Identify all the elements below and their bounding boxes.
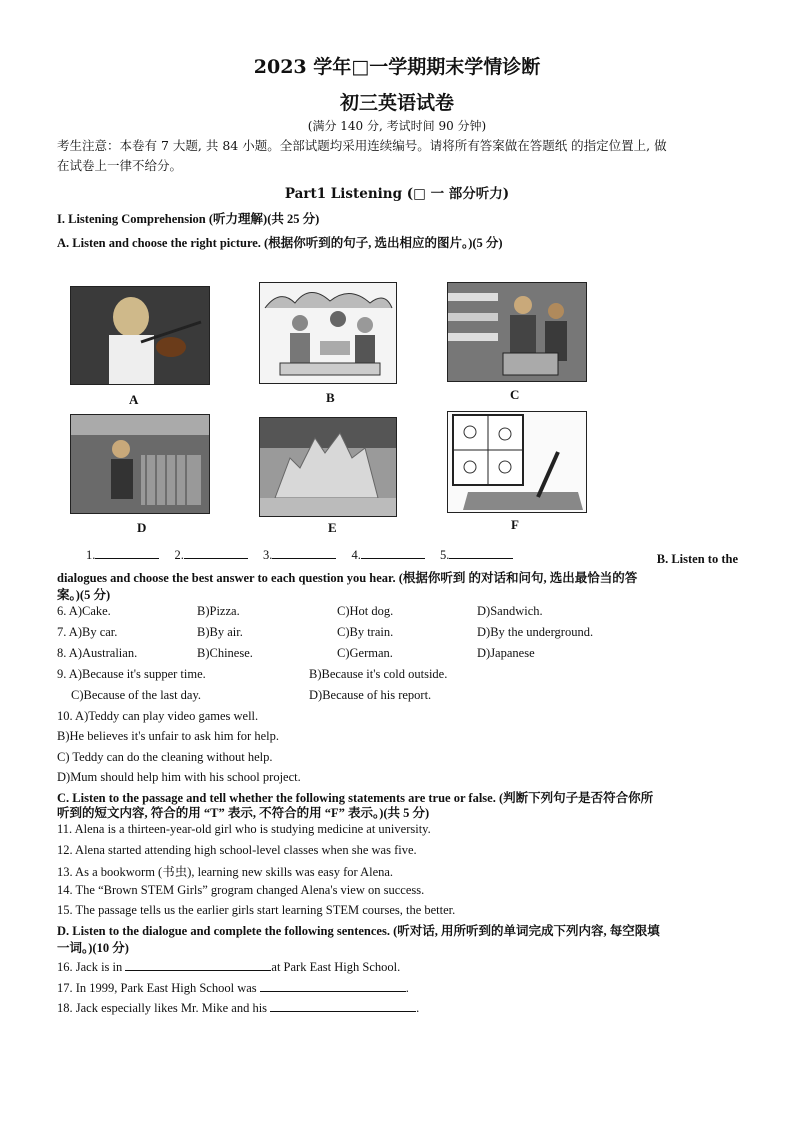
q8-option-c: C)German. (337, 646, 393, 660)
picture-label-a: A (129, 392, 139, 407)
blank-3-label: 3. (263, 548, 273, 562)
q9-option-c: C)Because of the last day. (71, 688, 202, 702)
notice-line-1: 考生注意：本卷有 7 大题, 共 84 小题。全部试题均采用连续编号。请将所有答案做在答题纸 的指定位置上, 做 (57, 138, 667, 153)
sectionB-heading-start: B. Listen to the (656, 552, 738, 566)
sentence-16-end: at Park East High School. (271, 960, 401, 974)
sentence-18 (57, 999, 419, 1016)
sand-castle-image (259, 417, 397, 517)
answer-blanks (86, 546, 513, 563)
answer-blank-17[interactable] (260, 979, 406, 992)
sectionD-heading-line1: D. Listen to the dialogue and complete the following sentences. (听对话, 用所听到的单词完成下列内容, 每空限填 (57, 924, 660, 938)
violin-girl-image (70, 286, 210, 385)
section1-heading: I. Listening Comprehension (听力理解)(共 25 分) (57, 212, 320, 226)
clothes-shopping-image (70, 414, 210, 514)
q7-option-b: B)By air. (197, 625, 243, 639)
blank-2[interactable] (184, 546, 248, 559)
answer-blank-18[interactable] (270, 999, 416, 1012)
picture-label-f: F (511, 517, 519, 532)
picture-label-b: B (326, 390, 335, 405)
sectionC-heading-line2: 听到的短文内容, 符合的用 “T” 表示, 不符合的用 “F” 表示。)(共 5 分) (57, 806, 430, 820)
q6-option-c: C)Hot dog. (337, 604, 394, 618)
sentence-18-start: 18. Jack especially likes Mr. Mike and his (57, 1001, 268, 1015)
score-time: (满分 140 分, 考试时间 90 分钟) (307, 119, 487, 133)
q10-option-c: C) Teddy can do the cleaning without help. (57, 750, 273, 764)
exam-subtitle: 初三英语试卷 (339, 92, 454, 114)
statement-15: 15. The passage tells us the earlier girls start learning STEM courses, the better. (57, 903, 456, 917)
statement-14: 14. The “Brown STEM Girls” grogram changed Alena's view on success. (57, 883, 425, 897)
sentence-18-end: . (416, 1001, 420, 1015)
q9-option-b: B)Because it's cold outside. (309, 667, 448, 681)
q9-option-d: D)Because of his report. (309, 688, 432, 702)
picture-label-e: E (328, 520, 337, 535)
q8-option-d: D)Japanese (477, 646, 535, 660)
picnic-people-image (259, 282, 397, 384)
sentence-16-start: 16. Jack is in (57, 960, 123, 974)
sectionD-heading-line2: 一词。)(10 分) (57, 941, 129, 955)
blank-2-label: 2. (174, 548, 184, 562)
q7-option-c: C)By train. (337, 625, 394, 639)
sentence-17-end: . (405, 981, 409, 995)
q9-option-a: 9. A)Because it's supper time. (57, 667, 206, 681)
q10-option-a: 10. A)Teddy can play video games well. (57, 709, 259, 723)
q7-option-d: D)By the underground. (477, 625, 594, 639)
blank-4-label: 4. (351, 548, 361, 562)
q8-option-a: 8. A)Australian. (57, 646, 138, 660)
blank-1-label: 1. (86, 548, 96, 562)
picture-label-d: D (137, 520, 147, 535)
blank-4[interactable] (361, 546, 425, 559)
q6-option-a: 6. A)Cake. (57, 604, 111, 618)
sectionB-heading-line2: dialogues and choose the best answer to each question you hear. (根据你听到 的对话和问句, 选出最恰当的答 (57, 571, 638, 585)
drawing-tablet-image (447, 411, 587, 513)
sentence-17-start: 17. In 1999, Park East High School was (57, 981, 257, 995)
statement-13: 13. As a bookworm (书虫), learning new skills was easy for Alena. (57, 865, 394, 879)
q6-option-b: B)Pizza. (197, 604, 240, 618)
part1-heading: Part1 Listening (□ 一 部分听力) (284, 186, 510, 202)
q7-option-a: 7. A)By car. (57, 625, 118, 639)
sectionC-heading-line1: C. Listen to the passage and tell whether the following statements are true or false. (判断下列句子是否符合你所 (57, 791, 654, 805)
statement-12: 12. Alena started attending high school-level classes when she was five. (57, 843, 417, 857)
sectionB-heading-line3: 案。)(5 分) (57, 588, 111, 602)
q10-option-b: B)He believes it's unfair to ask him for help. (57, 729, 279, 743)
blank-1[interactable] (95, 546, 159, 559)
sentence-17 (57, 979, 409, 996)
q8-option-b: B)Chinese. (197, 646, 253, 660)
statement-11: 11. Alena is a thirteen-year-old girl who is studying medicine at university. (57, 822, 431, 836)
sectionA-heading: A. Listen and choose the right picture. (根据你听到的句子, 选出相应的图片。)(5 分) (57, 236, 503, 250)
q10-option-d: D)Mum should help him with his school project. (57, 770, 301, 784)
answer-blank-16[interactable] (125, 958, 271, 971)
exam-title: 2023 学年□一学期期末学情诊断 (253, 56, 541, 78)
sentence-16 (57, 958, 400, 975)
notice-line-2: 在试卷上一律不给分。 (57, 158, 183, 173)
exam-notice (57, 136, 737, 176)
q6-option-d: D)Sandwich. (477, 604, 543, 618)
blank-5[interactable] (449, 546, 513, 559)
blank-3[interactable] (272, 546, 336, 559)
blank-5-label: 5. (440, 548, 450, 562)
supermarket-family-image (447, 282, 587, 382)
picture-label-c: C (510, 387, 520, 402)
